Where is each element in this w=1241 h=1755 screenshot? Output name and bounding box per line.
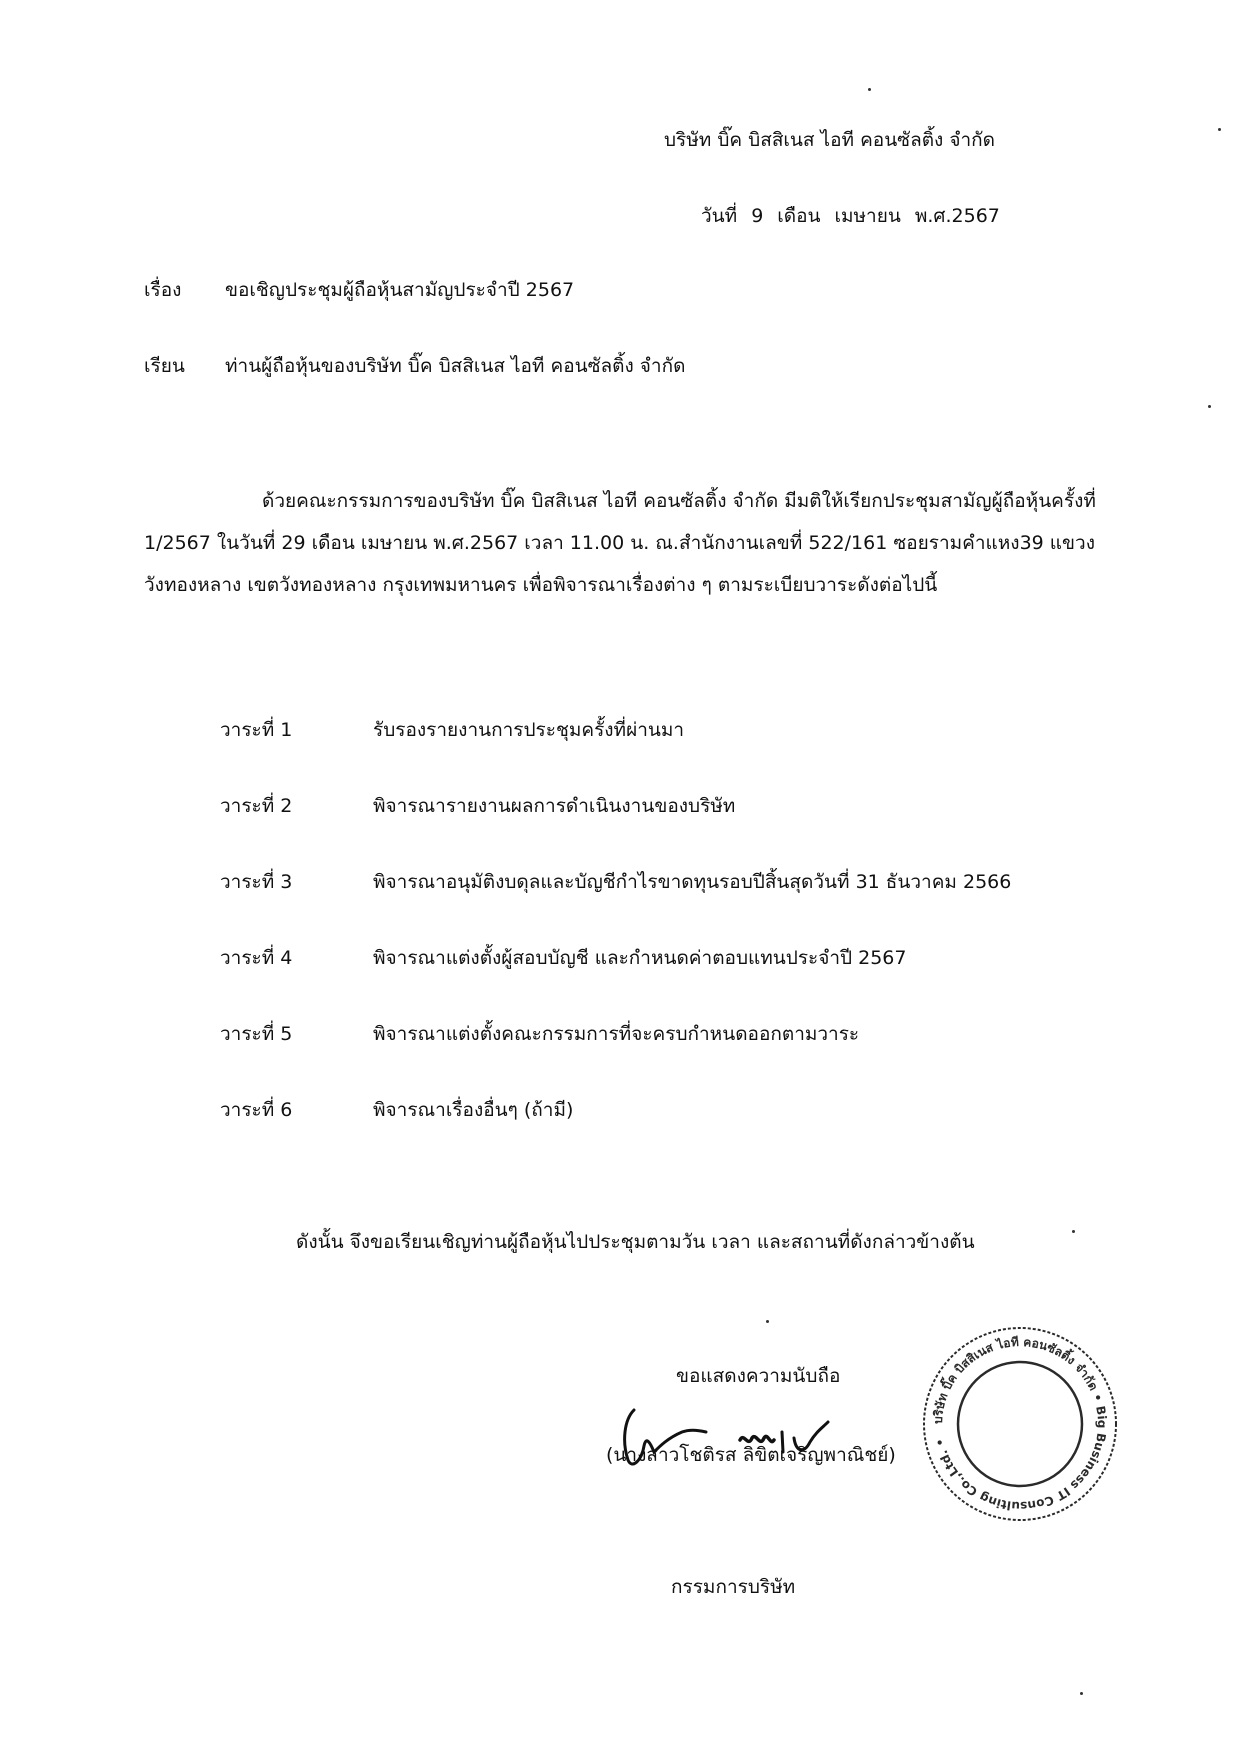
agenda-text: พิจารณาแต่งตั้งผู้สอบบัญชี และกำหนดค่าตอบแทนประจำปี 2567 [373, 947, 907, 969]
body-paragraph [144, 480, 1100, 606]
agenda-label: วาระที่ 5 [220, 1023, 293, 1045]
agenda-item [220, 870, 1120, 946]
agenda-label: วาระที่ 2 [220, 795, 293, 817]
closing-regards: ขอแสดงความนับถือ [676, 1365, 841, 1387]
agenda-label: วาระที่ 1 [220, 719, 293, 741]
scan-speck [1208, 405, 1211, 408]
agenda-text: รับรองรายงานการประชุมครั้งที่ผ่านมา [373, 719, 685, 741]
scan-speck [1072, 1230, 1075, 1233]
date-day: 9 [751, 205, 764, 227]
recipient-text: ท่านผู้ถือหุ้นของบริษัท บิ๊ค บิสสิเนส ไอที คอนซัลติ้ง จำกัด [225, 355, 686, 377]
scan-speck [1080, 1692, 1083, 1695]
agenda-item [220, 718, 1120, 794]
scan-speck [766, 1320, 769, 1323]
date-month-label: เดือน [777, 205, 821, 227]
scan-speck [1218, 128, 1221, 131]
agenda-label: วาระที่ 4 [220, 947, 293, 969]
agenda-text: พิจารณาอนุมัติงบดุลและบัญชีกำไรขาดทุนรอบปีสิ้นสุดวันที่ 31 ธันวาคม 2566 [373, 871, 1012, 893]
company-seal [920, 1324, 1120, 1524]
company-header: บริษัท บิ๊ค บิสสิเนส ไอที คอนซัลติ้ง จำกัด [664, 129, 996, 151]
agenda-list [220, 718, 1120, 1174]
agenda-item [220, 1022, 1120, 1098]
scan-speck [868, 88, 871, 91]
agenda-text: พิจารณารายงานผลการดำเนินงานของบริษัท [373, 795, 736, 817]
agenda-item [220, 794, 1120, 870]
closing-paragraph: ดังนั้น จึงขอเรียนเชิญท่านผู้ถือหุ้นไปประชุมตามวัน เวลา และสถานที่ดังกล่าวข้างต้น [296, 1231, 975, 1253]
agenda-label: วาระที่ 3 [220, 871, 293, 893]
date-month: เมษายน [834, 205, 901, 227]
recipient-label: เรียน [144, 355, 185, 377]
signer-title: กรรมการบริษัท [671, 1576, 796, 1598]
agenda-text: พิจารณาแต่งตั้งคณะกรรมการที่จะครบกำหนดออกตามวาระ [373, 1023, 860, 1045]
subject-label: เรื่อง [144, 279, 182, 301]
letter-date [701, 204, 1014, 228]
agenda-item [220, 1098, 1120, 1174]
date-year: พ.ศ.2567 [914, 205, 1000, 227]
date-prefix: วันที่ [701, 205, 738, 227]
agenda-text: พิจารณาเรื่องอื่นๆ (ถ้ามี) [373, 1099, 574, 1121]
subject-text: ขอเชิญประชุมผู้ถือหุ้นสามัญประจำปี 2567 [225, 279, 575, 301]
body-paragraph-text: ด้วยคณะกรรมการของบริษัท บิ๊ค บิสสิเนส ไอที คอนซัลติ้ง จำกัด มีมติให้เรียกประชุมสามัญผู้ถือหุ้นครั้งที่ 1/2567 ในวันที่ 29 เดือน เมษายน พ.ศ.2567 เวลา 11.00 น. ณ.สำนักงานเลขที่ 522/161 ซอยรามคำแหง39 แขวงวังทองหลาง เขตวังทองหลาง กรุงเทพมหานคร เพื่อพิจารณาเรื่องต่าง ๆ ตามระเบียบวาระดังต่อไปนี้ [144, 490, 1096, 596]
seal-text: บริษัท บิ๊ค บิสสิเนส ไอที คอนซัลติ้ง จำกัด • Big Business IT Consulting Co.,Ltd. • [930, 1334, 1110, 1514]
agenda-item [220, 946, 1120, 1022]
signer-name: (นางสาวโชติรส ลิขิตเจริญพาณิชย์) [606, 1444, 896, 1466]
agenda-label: วาระที่ 6 [220, 1099, 293, 1121]
